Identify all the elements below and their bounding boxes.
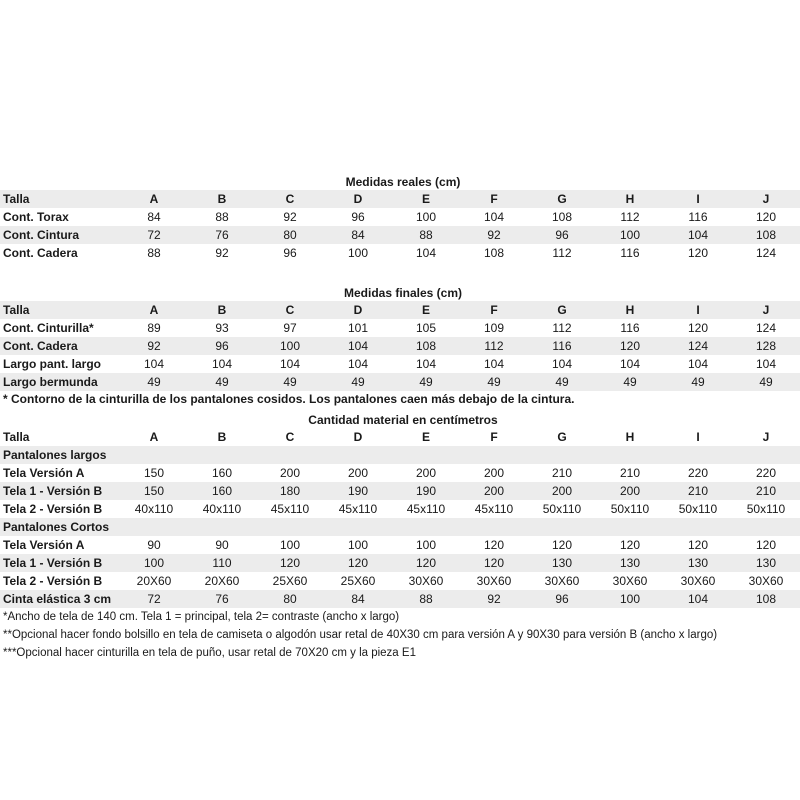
header-cell: E [392, 190, 460, 208]
table-cell: 104 [347, 357, 369, 371]
table-cell: 120 [483, 538, 505, 552]
table-cell: 200 [596, 482, 664, 500]
row-label: Tela Versión A [3, 466, 85, 480]
table-cell: 210 [664, 482, 732, 500]
table-cell: 104 [687, 357, 709, 371]
table-cell: 104 [755, 357, 777, 371]
table-cell: 100 [415, 210, 437, 224]
table-cell: 96 [528, 590, 596, 608]
table-cell: 100 [256, 337, 324, 355]
header-label: Talla [0, 301, 120, 319]
table-cell: 50x110 [746, 502, 786, 516]
table-row [0, 536, 800, 554]
table-cell: 92 [283, 210, 297, 224]
table-row [0, 319, 800, 337]
section-title-medidas-reales: Medidas reales (cm) [345, 175, 461, 189]
size-chart-document [0, 174, 800, 662]
header-label: Talla [3, 430, 30, 444]
table-row [0, 464, 800, 482]
table-cell: 90 [147, 538, 161, 552]
table-cell: 88 [392, 226, 460, 244]
header-cell: C [256, 190, 324, 208]
table-cell: 112 [552, 246, 572, 260]
table-cell: 49 [188, 373, 256, 391]
table-row [0, 373, 800, 391]
table-cell: 190 [324, 482, 392, 500]
note-cinturilla: ***Opcional hacer cinturilla en tela de puño, usar retal de 70X20 cm y la pieza E1 [3, 647, 416, 659]
table-cell: 116 [620, 321, 640, 335]
table-cell: 210 [551, 466, 573, 480]
table-cell: 120 [687, 538, 709, 552]
table-cell: 120 [596, 337, 664, 355]
table-cell: 72 [120, 226, 188, 244]
table-cell: 100 [347, 538, 369, 552]
table-cell: 104 [664, 590, 732, 608]
table-cell: 49 [528, 373, 596, 391]
table-cell: 109 [483, 321, 505, 335]
table-cell: 104 [551, 357, 573, 371]
header-cell: A [120, 301, 188, 319]
header-cell: G [557, 430, 567, 444]
table-cell: 120 [551, 538, 573, 552]
table-cell: 80 [256, 226, 324, 244]
table-cell: 100 [279, 538, 301, 552]
table-cell: 105 [415, 321, 437, 335]
table-cell: 90 [215, 538, 229, 552]
table-cell: 200 [460, 482, 528, 500]
table-cell: 120 [619, 538, 641, 552]
header-cell: F [490, 430, 498, 444]
table-cell: 116 [528, 337, 596, 355]
table-cell: 104 [415, 246, 437, 260]
table-cell: 45x110 [270, 502, 310, 516]
table-cell: 45x110 [406, 502, 446, 516]
table-cell: 130 [596, 554, 664, 572]
table-header-row [0, 301, 800, 319]
table-cell: 49 [664, 373, 732, 391]
table-cell: 124 [755, 321, 777, 335]
table-medidas-finales [0, 301, 800, 391]
table-cell: 104 [483, 357, 505, 371]
table-cell: 150 [120, 482, 188, 500]
header-cell: A [149, 430, 159, 444]
table-cell: 120 [687, 246, 709, 260]
table-cell: 220 [687, 466, 709, 480]
table-cell: 108 [732, 226, 800, 244]
table-cell: 108 [392, 337, 460, 355]
table-row [0, 500, 800, 518]
table-cell: 30X60 [408, 574, 444, 588]
table-cell: 25X60 [272, 574, 308, 588]
table-cell: 92 [120, 337, 188, 355]
table-cell: 76 [188, 226, 256, 244]
header-cell: B [188, 190, 256, 208]
table-cell: 128 [732, 337, 800, 355]
table-cell: 150 [143, 466, 165, 480]
header-cell: A [120, 190, 188, 208]
header-cell: J [732, 301, 800, 319]
table-cell: 108 [551, 210, 573, 224]
table-cell: 100 [596, 590, 664, 608]
table-cell: 130 [528, 554, 596, 572]
section-title-medidas-finales: Medidas finales (cm) [343, 286, 463, 300]
table-header-row [0, 428, 800, 446]
table-cell: 116 [620, 246, 640, 260]
row-label: Cont. Cinturilla* [3, 321, 94, 335]
table-cell: 104 [279, 357, 301, 371]
table-cell: 50x110 [678, 502, 718, 516]
table-cell: 20X60 [136, 574, 172, 588]
table-cell: 40x110 [134, 502, 174, 516]
group-label: Pantalones largos [0, 446, 800, 464]
table-row [0, 337, 800, 355]
table-cell: 120 [460, 554, 528, 572]
header-cell: H [596, 190, 664, 208]
table-cell: 84 [147, 210, 161, 224]
header-cell: F [460, 301, 528, 319]
table-cell: 20X60 [204, 574, 240, 588]
table-cell: 30X60 [680, 574, 716, 588]
table-cell: 116 [688, 210, 708, 224]
header-cell: B [217, 430, 227, 444]
table-cell: 50x110 [610, 502, 650, 516]
table-cell: 30X60 [544, 574, 580, 588]
row-label: Largo bermunda [0, 373, 120, 391]
row-label: Largo pant. largo [3, 357, 102, 371]
header-cell: G [528, 190, 596, 208]
table-cell: 104 [483, 210, 505, 224]
row-label: Tela Versión A [3, 538, 85, 552]
table-cell: 104 [143, 357, 165, 371]
table-cell: 104 [664, 226, 732, 244]
row-label: Tela 2 - Versión B [3, 574, 103, 588]
table-cell: 104 [324, 337, 392, 355]
header-cell: J [732, 190, 800, 208]
table-cell: 40x110 [202, 502, 242, 516]
header-cell: J [762, 430, 770, 444]
table-cell: 45x110 [338, 502, 378, 516]
header-cell: D [324, 190, 392, 208]
table-cell: 120 [392, 554, 460, 572]
table-cell: 120 [755, 210, 777, 224]
table-cell: 110 [188, 554, 256, 572]
table-cell: 104 [211, 357, 233, 371]
table-row [0, 208, 800, 226]
row-label: Cont. Cadera [3, 246, 78, 260]
table-cell: 49 [732, 373, 800, 391]
table-cell: 100 [415, 538, 437, 552]
table-cell: 30X60 [748, 574, 784, 588]
table-cell: 49 [120, 373, 188, 391]
table-cell: 120 [324, 554, 392, 572]
row-label: Cont. Torax [3, 210, 69, 224]
table-cell: 160 [211, 466, 233, 480]
row-label: Tela 2 - Versión B [3, 502, 103, 516]
table-cell: 200 [528, 482, 596, 500]
table-cell: 130 [664, 554, 732, 572]
table-cell: 160 [188, 482, 256, 500]
header-cell: B [188, 301, 256, 319]
header-cell: G [528, 301, 596, 319]
table-cell: 88 [215, 210, 229, 224]
table-cell: 92 [215, 246, 229, 260]
header-cell: D [324, 301, 392, 319]
header-label: Talla [0, 190, 120, 208]
group-label: Pantalones Cortos [0, 518, 800, 536]
table-row [0, 554, 800, 572]
table-cell: 84 [324, 226, 392, 244]
header-cell: H [625, 430, 635, 444]
header-cell: E [421, 430, 430, 444]
table-cantidad-material [0, 428, 800, 608]
table-cell: 200 [415, 466, 437, 480]
table-cell: 96 [188, 337, 256, 355]
note-ancho-tela: *Ancho de tela de 140 cm. Tela 1 = principal, tela 2= contraste (ancho x largo) [3, 611, 400, 623]
table-row [0, 482, 800, 500]
table-cell: 84 [324, 590, 392, 608]
header-cell: H [596, 301, 664, 319]
group-row-pantalones-cortos [0, 518, 800, 536]
table-cell: 49 [460, 373, 528, 391]
table-cell: 92 [460, 590, 528, 608]
table-row [0, 244, 800, 262]
table-row [0, 355, 800, 373]
section-title-cantidad-material: Cantidad material en centímetros [308, 413, 498, 427]
row-label: Tela 1 - Versión B [0, 554, 120, 572]
table-cell: 104 [415, 357, 437, 371]
group-row-pantalones-largos [0, 446, 800, 464]
footnote-cinturilla: * Contorno de la cinturilla de los pantalones cosidos. Los pantalones caen más debajo de la cintura. [3, 392, 575, 406]
table-cell: 112 [460, 337, 528, 355]
table-cell: 72 [120, 590, 188, 608]
table-cell: 45x110 [474, 502, 514, 516]
header-cell: I [664, 301, 732, 319]
table-cell: 112 [552, 321, 572, 335]
row-label: Cont. Cadera [0, 337, 120, 355]
table-cell: 92 [460, 226, 528, 244]
table-cell: 200 [483, 466, 505, 480]
header-cell: D [353, 430, 363, 444]
table-cell: 25X60 [340, 574, 376, 588]
header-cell: E [392, 301, 460, 319]
table-cell: 30X60 [476, 574, 512, 588]
table-cell: 30X60 [612, 574, 648, 588]
table-cell: 49 [596, 373, 664, 391]
table-cell: 108 [483, 246, 505, 260]
table-cell: 100 [347, 246, 369, 260]
table-cell: 124 [755, 246, 777, 260]
table-header-row [0, 190, 800, 208]
table-cell: 210 [732, 482, 800, 500]
table-cell: 101 [347, 321, 369, 335]
table-cell: 112 [620, 210, 640, 224]
table-cell: 49 [324, 373, 392, 391]
table-cell: 88 [392, 590, 460, 608]
row-label: Cont. Cintura [0, 226, 120, 244]
table-cell: 100 [596, 226, 664, 244]
table-cell: 180 [256, 482, 324, 500]
table-cell: 100 [120, 554, 188, 572]
table-row [0, 590, 800, 608]
table-cell: 200 [347, 466, 369, 480]
table-cell: 49 [256, 373, 324, 391]
table-cell: 96 [528, 226, 596, 244]
table-cell: 120 [256, 554, 324, 572]
table-cell: 97 [283, 321, 297, 335]
table-cell: 210 [619, 466, 641, 480]
row-label: Cinta elástica 3 cm [0, 590, 120, 608]
table-cell: 130 [732, 554, 800, 572]
table-row [0, 226, 800, 244]
table-cell: 120 [755, 538, 777, 552]
table-cell: 124 [664, 337, 732, 355]
table-cell: 96 [351, 210, 365, 224]
header-cell: C [285, 430, 295, 444]
table-medidas-reales [0, 190, 800, 262]
table-cell: 220 [755, 466, 777, 480]
row-label: Tela 1 - Versión B [0, 482, 120, 500]
table-cell: 120 [687, 321, 709, 335]
table-cell: 50x110 [542, 502, 582, 516]
header-cell: I [696, 430, 700, 444]
table-row [0, 572, 800, 590]
note-fondo-bolsillo: **Opcional hacer fondo bolsillo en tela de camiseta o algodón usar retal de 40X30 cm para versión A y 90X30 para versión B (ancho x largo) [3, 629, 718, 641]
table-cell: 49 [392, 373, 460, 391]
table-cell: 76 [188, 590, 256, 608]
table-cell: 89 [147, 321, 161, 335]
table-cell: 200 [279, 466, 301, 480]
header-cell: I [664, 190, 732, 208]
header-cell: C [256, 301, 324, 319]
table-cell: 93 [215, 321, 229, 335]
table-cell: 80 [256, 590, 324, 608]
table-cell: 190 [392, 482, 460, 500]
table-cell: 88 [147, 246, 161, 260]
table-cell: 104 [619, 357, 641, 371]
table-cell: 108 [732, 590, 800, 608]
table-cell: 96 [283, 246, 297, 260]
header-cell: F [460, 190, 528, 208]
